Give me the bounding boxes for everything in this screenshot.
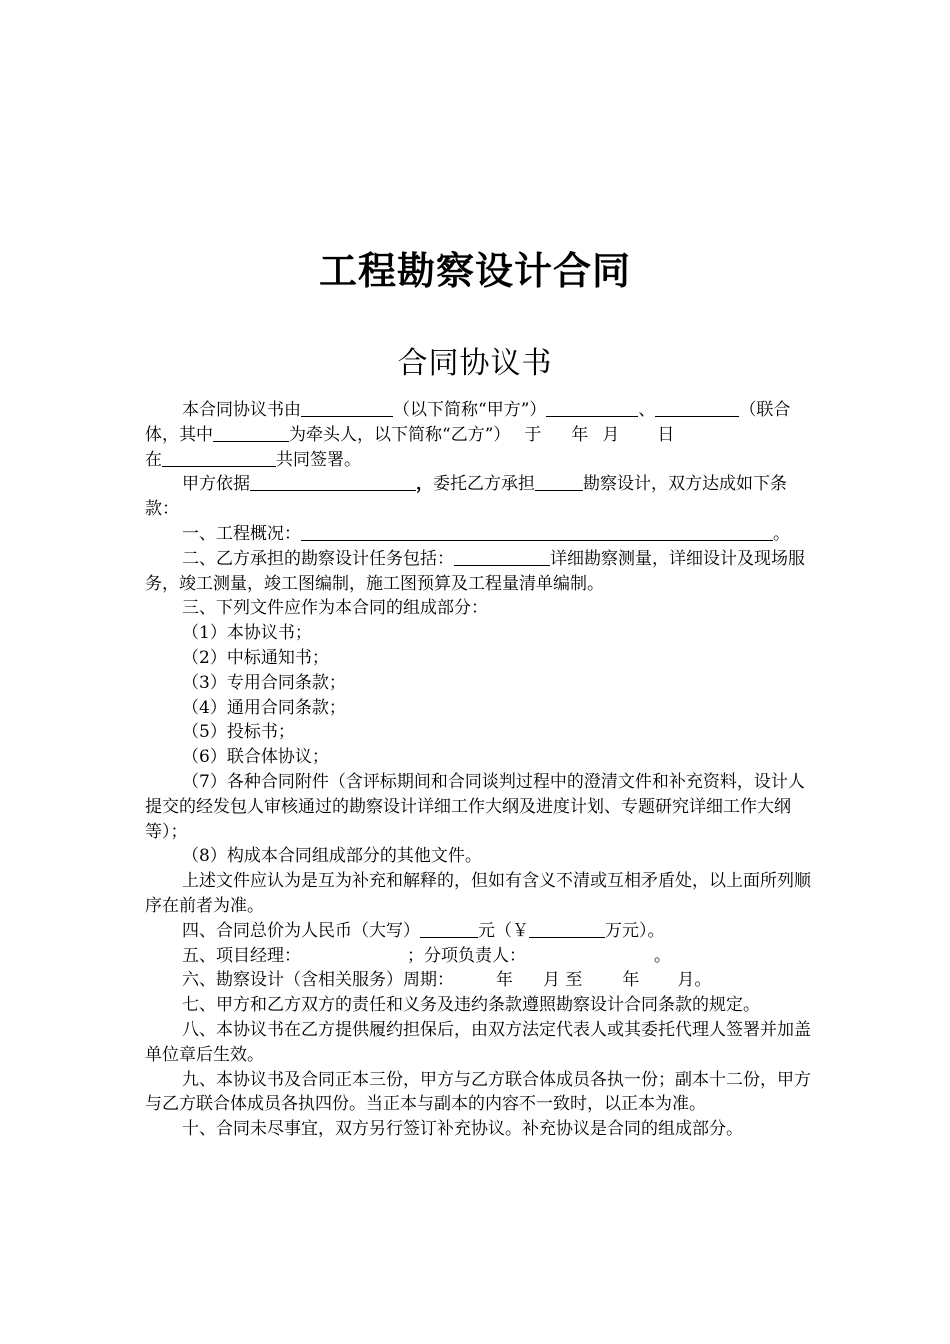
item-9: 九、本协议书及合同正本三份，甲方与乙方联合体成员各执一份；副本十二份，甲方与乙方联合体成员各执四份。当正本与副本的内容不一致时，以正本为准。 — [145, 1069, 811, 1115]
blank-amount-words[interactable] — [420, 920, 478, 938]
paragraph-precedence: 上述文件应认为是互为补充和解释的，但如有含义不清或互相矛盾处，以上面所列顺序在前者为准。 — [145, 871, 811, 916]
blank-party-a[interactable] — [301, 399, 393, 417]
doc-list-item: （6）联合体协议； — [182, 747, 329, 768]
item-3: 三、下列文件应作为本合同的组成部分： — [182, 598, 488, 619]
doc-list-item: （4）通用合同条款； — [182, 697, 346, 718]
item-8: 八、本协议书在乙方提供履约担保后，由双方法定代表人或其委托代理人签署并加盖单位章后生效。 — [145, 1019, 811, 1065]
blank-amount-number[interactable] — [529, 920, 605, 938]
item-2: 二、乙方承担的勘察设计任务包括： 详细勘察测量，详细设计及现场服务，竣工测量，竣工图编制，施工图预算及工程量清单编制。 — [145, 548, 805, 594]
blank-sign-place[interactable] — [162, 449, 276, 467]
item-5: 五、项目经理： ；分项负责人： 。 — [182, 945, 671, 966]
doc-list-item: （3）专用合同条款； — [182, 672, 346, 693]
item-7: 七、甲方和乙方双方的责任和义务及违约条款遵照勘察设计合同条款的规定。 — [182, 995, 760, 1016]
doc-list-item: （7）各种合同附件（含评标期间和合同谈判过程中的澄清文件和补充资料，设计人提交的经发包人审核通过的勘察设计详细工作大纲及进度计划、专题研究详细工作大纲等）； — [145, 771, 805, 842]
doc-list-item: （1）本协议书； — [182, 623, 312, 644]
item-6: 六、勘察设计（含相关服务）周期： 年 月 至 年 月。 — [182, 970, 712, 991]
doc-list-item: （8）构成本合同组成部分的其他文件。 — [182, 846, 482, 867]
doc-list-item: （5）投标书； — [182, 722, 295, 743]
blank-task-scope[interactable] — [454, 548, 550, 566]
item-4: 四、合同总价为人民币（大写） 元（￥ 万元）。 — [182, 920, 665, 941]
blank-project-overview[interactable] — [301, 523, 773, 541]
document-title: 工程勘察设计合同 — [318, 248, 631, 293]
document-subtitle: 合同协议书 — [397, 346, 553, 381]
blank-project[interactable] — [535, 473, 583, 491]
blank-party-b-2[interactable] — [655, 399, 739, 417]
paragraph-signing: 本合同协议书由 （以下简称“甲方”） 、 （联合体，其中 为牵头人，以下简称“乙方”） 于 年 月 日 在 共同签署。 — [145, 400, 791, 470]
blank-party-b-1[interactable] — [546, 399, 638, 417]
item-1: 一、工程概况： 。 — [182, 523, 790, 544]
blank-basis[interactable] — [250, 473, 416, 491]
item-10: 十、合同未尽事宜，双方另行签订补充协议。补充协议是合同的组成部分。 — [182, 1119, 743, 1140]
document-body — [145, 398, 813, 1142]
paragraph-basis: 甲方依据 ，委托乙方承担 勘察设计，双方达成如下条款： — [145, 474, 787, 520]
doc-list-item: （2）中标通知书； — [182, 647, 329, 668]
blank-lead-party[interactable] — [213, 424, 289, 442]
